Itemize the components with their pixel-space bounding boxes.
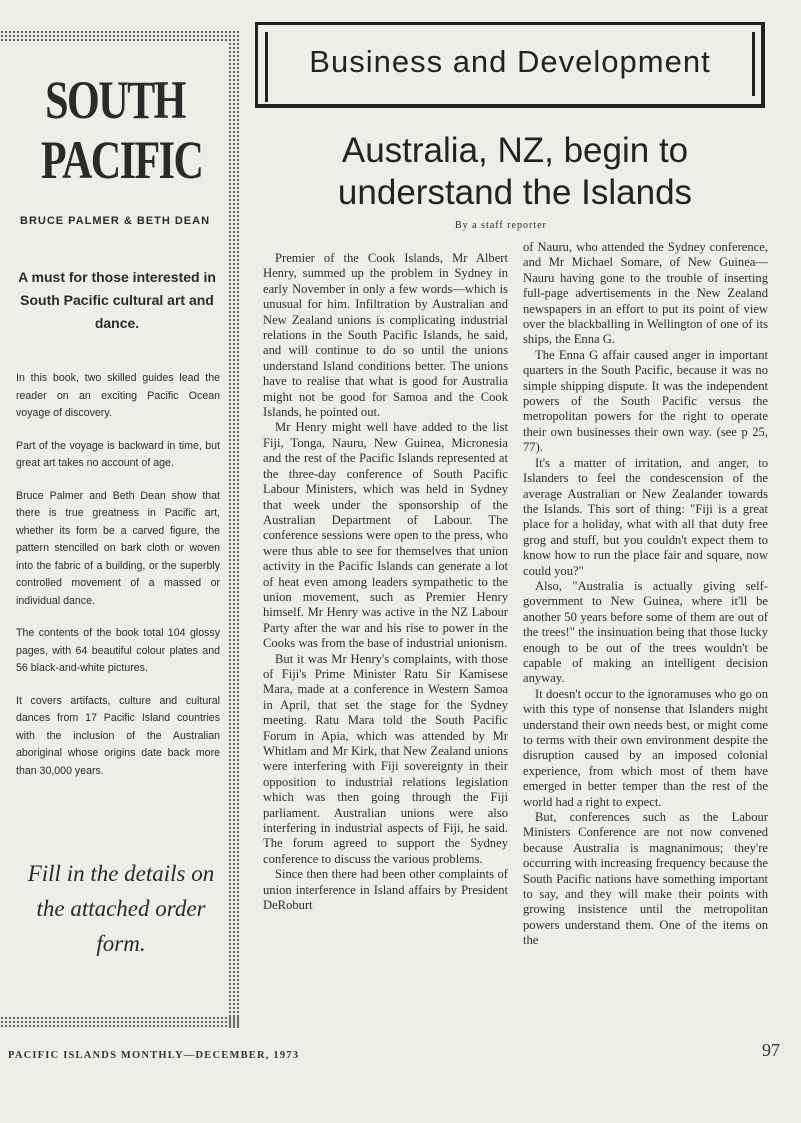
page-number: 97 xyxy=(762,1040,780,1060)
article-column-1 xyxy=(263,251,508,913)
dotted-border-bottom xyxy=(0,1016,240,1028)
article-paragraph: The Enna G affair caused anger in important quarters in the South Pacific, because it was no simple shipping dispute. It was the independent powers of the South Pacific versus the metropolitan powers for the right to operate their own businesses their own way. (see p 25, 77). xyxy=(523,347,768,455)
ad-paragraph: In this book, two skilled guides lead the reader on an exciting Pacific Ocean voyage of discovery. xyxy=(16,372,220,419)
article-paragraph: of Nauru, who attended the Sydney conference, and Mr Michael Somare, of New Guinea—Nauru having gone to the trouble of inserting full-page advertisements in the New Zealand newspapers in an effort to put its point of view over the blackballing in Wellington of one of its ships, the Enna G. xyxy=(523,240,768,347)
article-paragraph: It doesn't occur to the ignoramuses who go on with this type of nonsense that Islanders might understand their own needs best, or might come to terms with their own environment despite the disruption caused by an imposed colonial experience, from which most of them have emerged in better temper than the rest of the world had a right to expect. xyxy=(523,686,768,809)
article-paragraph: But, conferences such as the Labour Ministers Conference are not now convened because Australia is magnanimous; they're occurring with increasing frequency because the South Pacific nations have something important to say, and they will make their points with growing insistence until the metropolitan powers understand them. One of the items on the xyxy=(523,810,768,948)
article-headline: Australia, NZ, begin to understand the Islands xyxy=(337,131,693,212)
section-title: Business and Development xyxy=(309,44,711,79)
article-paragraph: It's a matter of irritation, and anger, to Islanders to feel the condescension of the average Australian or New Zealander towards the Islands. This sort of thing: "Fiji is a great place for a holiday, what with all that duty free grog and stuff, but you couldn't expect them to know how to run the place fair and square, now could you?" xyxy=(523,455,768,578)
ad-description xyxy=(16,370,220,795)
publication-footer: PACIFIC ISLANDS MONTHLY—DECEMBER, 1973 xyxy=(8,1050,300,1061)
article-paragraph: Also, "Australia is actually giving self-government to New Guinea, where it'll be another 50 years before some of them are out of the trees!" the insinuation being that those lucky enough to be out of the trees wouldn't be capable of making an intelligent decision anyway. xyxy=(523,578,768,686)
ad-paragraph: Part of the voyage is backward in time, but great art takes no account of age. xyxy=(16,439,220,469)
book-authors: BRUCE PALMER & BETH DEAN xyxy=(20,215,211,227)
article-byline: By a staff reporter xyxy=(455,220,547,231)
article-paragraph: Mr Henry might well have added to the list Fiji, Tonga, Nauru, New Guinea, Micronesia and the rest of the Pacific Islands represented at the three-day conference of South Pacific Labour Ministers, which was held in Sydney that week under the sponsorship of the Australian Department of Labour. The conference sessions were open to the press, who were thus able to see for themselves that union activity in the Pacific Islands can generate a lot of heat even among leaders sympathetic to the union movement, such as Premier Henry himself. Mr Henry was active in the NZ Labour Party after the war and his rise to power in the Cooks was from the base of industrial unionism. xyxy=(263,420,508,651)
book-title: SOUTH PACIFIC xyxy=(40,70,203,190)
ad-paragraph: It covers artifacts, culture and cultural dances from 17 Pacific Island countries with the inclusion of the Australian aboriginal whose origins date back more than 30,000 years. xyxy=(16,694,220,777)
dotted-border-right xyxy=(228,30,240,1028)
ad-call-to-action: Fill in the details on the attached order form. xyxy=(27,861,215,956)
ad-paragraph: Bruce Palmer and Beth Dean show that there is true greatness in Pacific art, whether its form be a carved figure, the pattern stencilled on bark cloth or woven into the fabric of a building, or the superbly controlled movement of a massed or individual dance. xyxy=(16,489,220,607)
section-banner xyxy=(255,22,765,108)
article-paragraph: Since then there had been other complaints of union interference in Island affairs by President DeRoburt xyxy=(263,867,508,913)
ad-paragraph: The contents of the book total 104 glossy pages, with 64 beautiful colour plates and 56 black-and-white pictures. xyxy=(16,627,220,674)
article-column-2 xyxy=(523,240,768,949)
article-paragraph: But it was Mr Henry's complaints, with those of Fiji's Prime Minister Ratu Sir Kamisese Mara, made at a conference in Western Samoa in April, that set the stage for the Sydney meeting. Ratu Mara told the South Pacific Forum in Apia, which was attended by Mr Whitlam and Mr Kirk, that New Zealand unions were interfering with Fiji sovereignty in their opposition to industrial relations legislation which was then going through the Fiji parliament. Australian unions were also interfering in industrial aspects of Fiji, he said. The forum agreed to support the Sydney conference to discuss the various problems. xyxy=(263,651,508,866)
dotted-border-top xyxy=(0,30,230,42)
article-paragraph: Premier of the Cook Islands, Mr Albert Henry, summed up the problem in Sydney in early November in only a few words—which is unusual for him. Infiltration by Australian and New Zealand unions is complicating industrial relations in the South Pacific Islands, he said, and will continue to do so until the unions understand Island conditions better. The unions have to realise that what is good for Australia might not be good for Samoa and the Cook Islands, he pointed out. xyxy=(263,251,508,420)
ad-headline: A must for those interested in South Pacific cultural art and dance. xyxy=(18,269,216,331)
